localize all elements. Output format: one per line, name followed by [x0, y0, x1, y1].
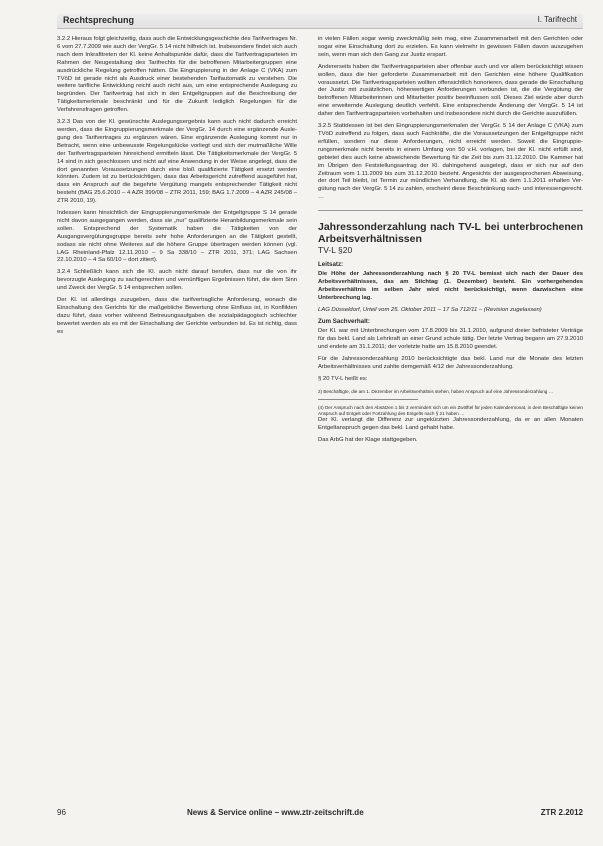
quote-text: 2) Beschäftigte, die am 1. Dezember im Arbeitsverhältnis stehen, haben Anspruch auf eine Jahressonderzahlung … [318, 388, 554, 394]
category-label: I. Tarifrecht [537, 15, 577, 24]
leitsatz-label: Leitsatz: [318, 261, 344, 269]
paragraph: Der Kl. verlangt die Differenz zur ungekürzten Jahressonderzahlung, da er an allen Monaten Entgeltanspruch gegen das bekl. Land gehabt habe. [318, 416, 583, 431]
page-footer [57, 808, 583, 820]
quote-divider [318, 399, 418, 400]
paragraph: § 20 TV-L heißt es: [318, 375, 368, 382]
page-number: 96 [57, 808, 66, 817]
paragraph: 3.2.5 Stattdessen ist bei den Eingruppierungsmerkmalen der VergGr. 5 14 der Anlage C (VKA) zum TVöD zutreffend zu folgen, dass auch Fachkräfte, die die Voraussetzungen der Entgeltgruppe nicht erfüllen, sondern nur diese Anforderungen, nicht erreicht werden. Soweit die Eingruppierungsmerkmale nicht bereits in einem Umfang von 50 v.H. vorlagen, bei der Kl. nicht erfüllt sind, gebietet dies auch keine abweichende Bewertung für die Zeit bis zum 31.12.2010. Die Kammer hat im Übrigen den Feststellungsantrag der Kl. dahingehend ausgelegt, dass er sich nur auf den Zeitraum vom 1.11.2009 bis zum 31.12.2010 bezieht. Angesichts der ausgesprochenen Abweisung, der dort Teil bleibt, ist Termin zur mündlichen Verhandlung, die Kl. ab dem 1.1.2011 erhalten Vergütung nach der VergGr. 5 14 zu zahlen, erscheint diese Beschränkung sach- und interessengerecht. … [318, 123, 583, 201]
paragraph: Das ArbG hat der Klage stattgegeben. [318, 436, 418, 443]
paragraph: 3.2.3 Das von der Kl. gewünschte Auslegungsergebnis kann auch nicht dadurch erreicht werden, dass die Eingruppierungsmerkmale der VergGr. 14 durch eine ergänzende Auslegung des Tarifvertrages zu ergänzen wären. Eine ergänzende Auslegung kommt nur in Betracht, wenn eine unbewusste Regelungslücke vorliegt und sich der mutmaßliche Wille der Tarifvertragsparteien hinreichend ermitteln lässt. Die Tätigkeitsmerkmale der VergGr. 5 14 sind in sich geschlossen und nicht auf eine Anwendung in der Weise angelegt, dass die dort genannten Voraussetzungen durch eine bloß qualifizierte Tätigkeit ersetzt werden könnten. Zudem ist zu berücksichtigen, dass das Arbeitsgericht zutreffend ausgeführt hat, dass ein Anspruch auf die begehrte Vergütung mangels entsprechender Tätigkeit nicht besteht (BAG 25.6.2010 – 4 AZR 399/08 – ZTR 2011, 159; BAG 1.7.2009 – 4 AZR 245/08 – ZTR 2010, 19). [57, 119, 297, 205]
paragraph: Andererseits haben die Tarifvertragsparteien aber offenbar auch und vor allem berücksichtigt wissen wollen, dass die hier geforderte Zusammenarbeit mit den Gerichten eine höhere Qualifikation voraussetzt. Die Tarifvertragsparteien wollten offensichtlich honorieren, dass gerade die Einschaltung der Justiz mit zusätzlichen, höherwertigen Anforderungen verbunden ist, die die Vergütung der betroffenen Mitarbeiterinnen und Mitarbeiter positiv beeinflussen soll. Dieses Ziel würde aber durch eine erweiternde Auslegung deutlich verfehlt. Eine entsprechende Änderung der VergGr. 5 14 ist daher den Tarifvertragsparteien vorbehalten und insbesondere nicht durch die Gerichte auszufüllen. [318, 63, 583, 118]
article-subtitle: TV-L §20 [318, 245, 353, 256]
paragraph: 3.2.2 Hieraus folgt gleichzeitig, dass auch die Entwicklungsgeschichte des Tarifvertrages Nr. 6 vom 27.7.2009 wie auch der VergGr. 5 14 nicht hilfreich ist. Insbesondere findet sich auch nach dem Inkrafttreten der Kl. keine Anhaltspunkte dafür, dass die Tarifvertragsparteien im Rahmen der Neugestaltung des Tarifrechts für die betroffenen Mitarbeitergruppen eine ausdrückliche Regelung getroffen hätten. Die Eingruppierung in der Anlage C (VKA) zum TVöD ist gerade nicht als Ausdruck einer bestehenden Tarifautomatik zu verstehen. Die weitere tarifliche Entwicklung reicht auch nicht aus, um eine entsprechende Auslegung zu begründen. Der Tarifvertrag hat sich in den Entgeltgruppen auf die Beschreibung der Tätigkeitsmerkmale beschränkt und für die Zukunft lediglich Regelungen für die Verfahrensfragen getroffen. [57, 36, 297, 114]
paragraph: in vielen Fällen sogar wenig zweckmäßig sein mag, eine Zusammenarbeit mit den Gerichten oder sogar eine Einschaltung dort zu erzielen. Es kann vielmehr in gewissen Fällen davon auszugehen sein, wenn man sich den Gang zur Justiz erspart. [318, 36, 583, 58]
page-header [57, 14, 583, 29]
section-title: Rechtsprechung [63, 15, 135, 25]
right-column [318, 36, 583, 445]
journal-issue: ZTR 2.2012 [540, 808, 583, 817]
paragraph: 3.2.4 Schließlich kann sich die Kl. auch nicht darauf berufen, dass nur die von ihr bevorzugte Auslegung zu sachgerechten und vernünftigen Ergebnissen führt, die dem Sinn und Zweck der VergGr. 5 14 entsprechen sollen. [57, 269, 297, 292]
quote-text: (4) Der Anspruch nach den Absätzen 1 bis 3 vermindert sich um ein Zwölftel für jeden Kalendermonat, in dem Beschäftigte keinen Anspruch auf Entgelt oder Fortzahlung des Entgelts nach § 21 haben … [318, 404, 583, 416]
leitsatz-text: Die Höhe der Jahressonderzahlung nach § 20 TV-L bemisst sich nach der Dauer des Arbeitsverhältnisses, das am Stichtag (1. Dezember) besteht. Ein vorhergehendes Arbeitsverhältnis im selben Jahr wird nicht berücksichtigt, wenn dazwischen eine Unterbrechung lag. [318, 270, 583, 301]
publisher-line: News & Service online – www.ztr-zeitschrift.de [187, 808, 364, 817]
paragraph: Indessen kann hinsichtlich der Eingruppierungsmerkmale der Entgeltgruppe S 14 gerade nicht davon ausgegangen werden, dass sie „nur“ qualifizierte Heranbildungsmerkmale sein sollen. Entsprechend der Systematik haben die Tätigkeiten von der Ausgangsvergütungsgruppe bereits sehr hohe Anforderungen an die Tätigkeit gestellt, sodass sie nicht ohne Weiteres auf die höhere Gruppe übertragen werden können (vgl. LAG Rheinland-Pfalz 12.11.2010 – 9 Sa 338/10 – ZTR 2011, 371; LAG Sachsen 22.10.2010 – 4 Sa 60/10 – dort zitiert). [57, 210, 297, 264]
court-citation: LAG Düsseldorf, Urteil vom 25. Oktober 2011 – 17 Sa 712/11 – (Revision zugelassen) [318, 306, 542, 313]
divider [318, 210, 583, 211]
paragraph: Für die Jahressonderzahlung 2010 berücksichtigte das bekl. Land nur die Monate des letzten Arbeitsverhältnisses und zahlte demgemäß 4/12 der Jahressonderzahlung. [318, 356, 583, 370]
sachverhalt-text: Der Kl. war mit Unterbrechungen vom 17.8.2009 bis 31.1.2010, aufgrund dreier befristeter Verträge für das bekl. Land als Lehrkraft an einer Grund schule tätig. Der letzte Vertrag begann am 27.9.2010 und endete am 31.1.2011; der vorletzte hatte am 15.8.2010 geendet. [318, 328, 583, 351]
article-title: Jahressonderzahlung nach TV-L bei unterbrochenen Arbeitsverhältnissen [318, 221, 583, 246]
sachverhalt-label: Zum Sachverhalt: [318, 318, 370, 326]
paragraph: Der Kl. ist allerdings zuzugeben, dass die tarifvertragliche Anforderung, wonach die Einschaltung des Gerichts für die maßgebliche Bewertung ohne Einfluss ist, in Konflikten dazu führt, dass vorher während Betreuungsaufgaben die sozialpädagogisch schlechter bewertet werden als es mit der Einschaltung der Gerichte verbunden ist. Es ist richtig, dass es [57, 297, 297, 335]
left-column [57, 36, 297, 337]
